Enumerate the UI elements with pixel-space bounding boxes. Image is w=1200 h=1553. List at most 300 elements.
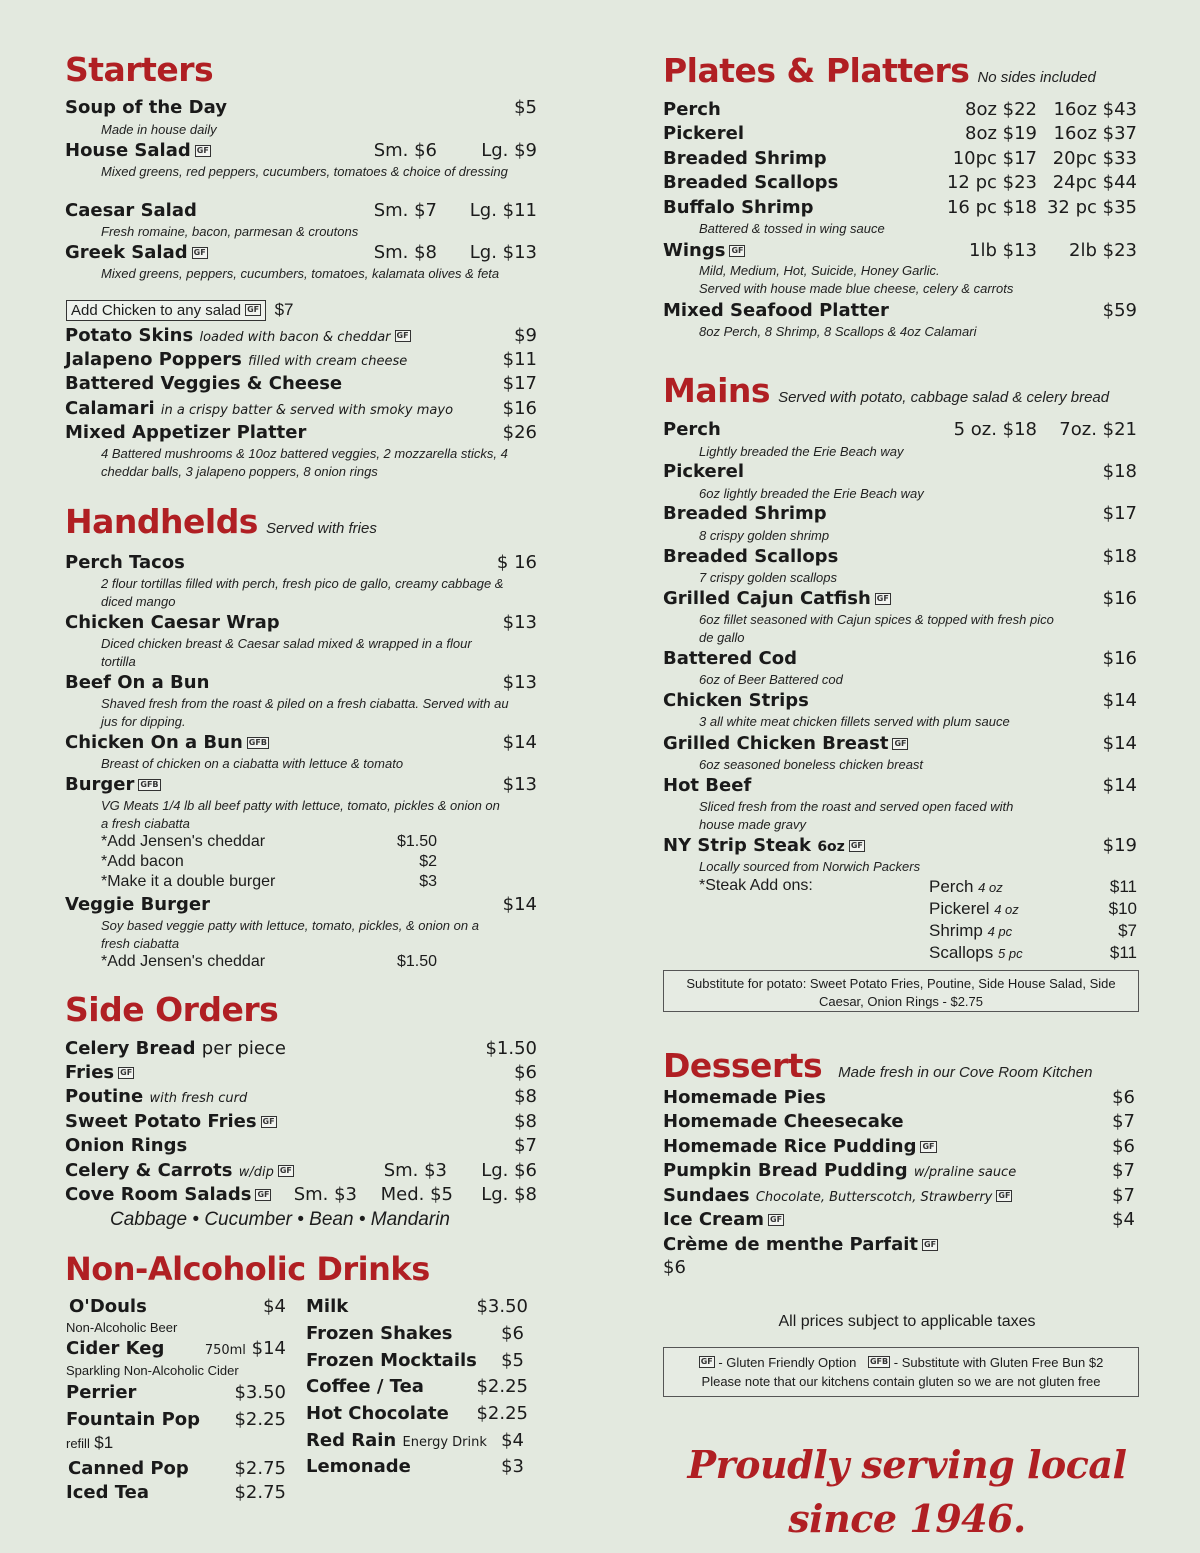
steak-addon-pickerel <box>929 899 1019 919</box>
gluten-friendly-badge: GF <box>894 739 907 748</box>
gluten-friendly-badge: GF <box>700 1357 713 1366</box>
item-price: $7 <box>1112 1111 1135 1132</box>
item-price: $6 <box>514 1062 537 1083</box>
item-price: $16 <box>1102 648 1137 669</box>
item-price: $4 <box>501 1430 524 1451</box>
item-name: Sundaes <box>663 1185 750 1206</box>
item-description: 6oz fillet seasoned with Cajun spices & topped with fresh pico de gallo <box>699 612 1054 645</box>
item-price: $14 <box>1102 733 1137 754</box>
item-name: Perch Tacos <box>65 552 185 573</box>
item-name: Fries <box>65 1062 115 1083</box>
item-name: House Salad <box>65 140 191 161</box>
add-chicken-box <box>66 300 266 321</box>
mains-subtitle: Served with potato, cabbage salad & celery bread <box>778 389 1110 406</box>
item-price-small: 12 pc $23 <box>946 172 1037 193</box>
item-name: Poutine <box>65 1086 144 1107</box>
item-price-large: 20pc $33 <box>1052 148 1137 169</box>
gluten-friendly-badge: GF <box>120 1068 133 1077</box>
gluten-legend-box <box>663 1347 1139 1397</box>
item-price: $4 <box>263 1296 286 1317</box>
item-price: $14 <box>502 732 537 753</box>
item-name: Lemonade <box>306 1456 411 1477</box>
item-price: $7 <box>514 1135 537 1156</box>
menu-item-veggie-burger <box>65 894 537 918</box>
addon-price: $2 <box>419 853 437 870</box>
item-name: Mixed Appetizer Platter <box>65 422 307 443</box>
item-price: $17 <box>502 373 537 394</box>
item-name: Fountain Pop <box>66 1409 201 1430</box>
item-description: Served with house made blue cheese, celery & carrots <box>699 281 1014 296</box>
item-name: Pickerel <box>663 123 744 144</box>
item-price: $6 <box>1112 1136 1135 1157</box>
item-name: Caesar Salad <box>65 200 197 221</box>
item-price: $26 <box>502 422 537 443</box>
refill-label: refill <box>66 1436 90 1451</box>
item-price: $13 <box>502 672 537 693</box>
item-name: Greek Salad <box>65 242 188 263</box>
item-description: Mild, Medium, Hot, Suicide, Honey Garlic. <box>699 263 940 278</box>
item-name: Battered Cod <box>663 648 797 669</box>
gluten-legend-line <box>664 1348 1138 1373</box>
menu-item-beef-on-a-bun <box>65 672 537 696</box>
item-name: Perch <box>663 419 721 440</box>
item-name: Breaded Scallops <box>663 546 839 567</box>
item-note: 6oz <box>817 839 845 855</box>
item-description: Locally sourced from Norwich Packers <box>699 859 921 874</box>
item-description: 8 crispy golden shrimp <box>699 528 830 543</box>
gluten-free-bun-badge: GFB <box>140 780 159 789</box>
item-name: Perch <box>663 99 721 120</box>
drink-item-hot-chocolate <box>306 1403 528 1427</box>
steak-addon-shrimp <box>929 921 1012 941</box>
starters-heading <box>65 50 213 89</box>
desserts-title: Desserts <box>663 1046 823 1085</box>
item-description: Mixed greens, red peppers, cucumbers, tomatoes & choice of dressing <box>101 164 508 179</box>
handhelds-subtitle: Served with fries <box>265 520 377 537</box>
plate-item-buffalo-shrimp <box>663 197 1141 221</box>
plates-heading <box>663 51 1096 90</box>
desserts-heading <box>663 1046 1092 1085</box>
item-description: Breast of chicken on a ciabatta with lettuce & tomato <box>101 756 404 771</box>
item-description: 6oz lightly breaded the Erie Beach way <box>699 486 924 501</box>
item-price: $19 <box>1102 835 1137 856</box>
drinks-title: Non-Alcoholic Drinks <box>65 1250 430 1288</box>
item-name: Milk <box>306 1296 349 1317</box>
item-description: 6oz of Beer Battered cod <box>699 672 843 687</box>
item-price: $3.50 <box>476 1296 528 1317</box>
item-name: Frozen Shakes <box>306 1323 453 1344</box>
item-name: Chicken Strips <box>663 690 809 711</box>
item-price: $5 <box>514 97 537 118</box>
addon-price: $10 <box>1108 899 1137 918</box>
slogan-line-2: since 1946. <box>788 1496 1026 1541</box>
item-price-small: 8oz $22 <box>965 99 1037 120</box>
drink-item-lemonade <box>306 1456 528 1480</box>
drink-item-canned-pop <box>65 1458 290 1482</box>
gluten-friendly-badge: GF <box>922 1142 935 1151</box>
steak-addons-label: *Steak Add ons: <box>699 877 813 894</box>
main-item-pickerel <box>663 461 1141 485</box>
item-price: $6 <box>501 1323 524 1344</box>
gluten-friendly-badge: GF <box>279 1166 292 1175</box>
gf-legend-text: - Gluten Friendly Option <box>718 1355 857 1370</box>
item-name: Mixed Seafood Platter <box>663 300 889 321</box>
item-name: Celery & Carrots <box>65 1160 233 1181</box>
item-name: Chicken Caesar Wrap <box>65 612 280 633</box>
addon-name: Perch <box>929 877 974 896</box>
item-price-small: 8oz $19 <box>965 123 1037 144</box>
menu-item-potato-skins <box>65 325 537 349</box>
gluten-note: Please note that our kitchens contain gluten so we are not gluten free <box>701 1374 1101 1389</box>
drink-item-cider-keg <box>65 1338 290 1362</box>
item-price: $18 <box>1102 546 1137 567</box>
item-name: Grilled Cajun Catfish <box>663 588 871 609</box>
salad-types: Cabbage • Cucumber • Bean • Mandarin <box>110 1209 450 1230</box>
item-description: Diced chicken breast & Caesar salad mixed & wrapped in a flour tortilla <box>101 636 472 669</box>
drink-item-iced-tea <box>65 1482 290 1506</box>
gfb-legend-text: - Substitute with Gluten Free Bun $2 <box>893 1355 1104 1370</box>
item-price-small: 5 oz. $18 <box>953 419 1037 440</box>
item-price-large: 32 pc $35 <box>1046 197 1137 218</box>
item-name: Pumpkin Bread Pudding <box>663 1160 908 1181</box>
item-name: Buffalo Shrimp <box>663 197 814 218</box>
item-price: $17 <box>1102 503 1137 524</box>
item-name: Canned Pop <box>68 1458 189 1479</box>
plates-subtitle: No sides included <box>977 69 1096 86</box>
item-name: Grilled Chicken Breast <box>663 733 889 754</box>
menu-item-mixed-appetizer <box>65 422 537 446</box>
item-price: $59 <box>1102 300 1137 321</box>
item-note: loaded with bacon & cheddar <box>199 330 391 345</box>
addon-price: $1.50 <box>396 833 437 850</box>
item-note: Sparkling Non-Alcoholic Cider <box>66 1363 239 1378</box>
item-price: $8 <box>514 1086 537 1107</box>
addon-price: $1.50 <box>396 953 437 970</box>
item-name: Perrier <box>66 1382 137 1403</box>
plates-title: Plates & Platters <box>663 51 970 90</box>
item-name: Pickerel <box>663 461 744 482</box>
plate-item-perch <box>663 99 1141 123</box>
item-price: $2.25 <box>476 1403 528 1424</box>
desserts-subtitle: Made fresh in our Cove Room Kitchen <box>838 1064 1093 1081</box>
plate-item-breaded-scallops <box>663 172 1141 196</box>
item-price-small: 10pc $17 <box>952 148 1037 169</box>
addon-name: Pickerel <box>929 899 990 918</box>
plate-item-mixed-seafood <box>663 300 1141 324</box>
addon-price: $7 <box>1118 921 1137 940</box>
item-name: Burger <box>65 774 135 795</box>
gluten-friendly-badge: GF <box>262 1117 275 1126</box>
item-name: Sweet Potato Fries <box>65 1111 257 1132</box>
main-item-chicken-strips <box>663 690 1141 714</box>
item-price: $7 <box>1112 1160 1135 1181</box>
slogan-line-1: Proudly serving local <box>687 1442 1127 1487</box>
item-name: Breaded Shrimp <box>663 503 827 524</box>
item-name: Hot Chocolate <box>306 1403 449 1424</box>
main-item-cajun-catfish <box>663 588 1141 612</box>
item-note: Chocolate, Butterscotch, Strawberry <box>755 1190 993 1205</box>
addon-qty: 4 oz <box>994 902 1019 917</box>
item-price-large: 7oz. $21 <box>1059 419 1137 440</box>
item-description: Fresh romaine, bacon, parmesan & croutons <box>101 224 359 239</box>
item-note: w/dip <box>238 1165 274 1180</box>
item-name: Homemade Pies <box>663 1087 826 1108</box>
gluten-friendly-badge: GF <box>196 146 209 155</box>
menu-item-caesar-salad <box>65 200 537 224</box>
side-orders-title: Side Orders <box>65 990 279 1029</box>
addon-qty: 4 oz <box>978 880 1003 895</box>
item-name: Iced Tea <box>66 1482 149 1503</box>
dessert-item-parfait <box>663 1234 1141 1258</box>
item-price: $16 <box>1102 588 1137 609</box>
item-price-large: Lg. $13 <box>469 242 537 263</box>
item-price: $14 <box>502 894 537 915</box>
gluten-free-bun-badge: GFB <box>869 1357 889 1366</box>
item-description: 3 all white meat chicken fillets served with plum sauce <box>699 714 1010 729</box>
menu-item-sweet-potato-fries <box>65 1111 537 1135</box>
steak-addon-perch <box>929 877 1003 897</box>
menu-item-calamari <box>65 398 537 422</box>
dessert-item-ice-cream <box>663 1209 1141 1233</box>
gluten-friendly-badge: GF <box>396 331 409 340</box>
menu-item-house-salad <box>65 140 537 164</box>
addon-qty: 4 pc <box>987 924 1013 939</box>
item-price: $14 <box>1102 690 1137 711</box>
handhelds-title: Handhelds <box>65 502 258 541</box>
handhelds-heading <box>65 502 377 541</box>
fountain-refill <box>66 1433 113 1453</box>
parfait-price: $6 <box>663 1257 686 1278</box>
item-price: $2.75 <box>234 1482 286 1503</box>
item-price: $8 <box>514 1111 537 1132</box>
item-description: Battered & tossed in wing sauce <box>699 221 885 236</box>
addon-name: *Add bacon <box>101 853 184 870</box>
menu-item-battered-veggies <box>65 373 537 397</box>
item-price-large: Lg. $11 <box>469 200 537 221</box>
item-price: $4 <box>1112 1209 1135 1230</box>
drink-item-perrier <box>65 1382 290 1406</box>
item-description: Shaved fresh from the roast & piled on a fresh ciabatta. Served with au jus for dipping. <box>101 696 509 729</box>
drink-item-odouls <box>65 1296 290 1320</box>
item-price: $14 <box>1102 775 1137 796</box>
item-price: $ 16 <box>496 552 537 573</box>
main-item-perch <box>663 419 1141 443</box>
refill-price: $1 <box>94 1433 114 1452</box>
item-name: Potato Skins <box>65 325 194 346</box>
addon-name: *Make it a double burger <box>101 873 276 890</box>
gluten-friendly-badge: GF <box>193 248 206 257</box>
item-note: in a crispy batter & served with smoky mayo <box>160 403 454 418</box>
item-price-large: 16oz $43 <box>1053 99 1137 120</box>
item-note: Energy Drink <box>402 1435 487 1450</box>
addon-name: *Add Jensen's cheddar <box>101 833 266 850</box>
item-price-small: 1lb $13 <box>969 240 1037 261</box>
item-price: $5 <box>501 1350 524 1371</box>
item-price: $16 <box>502 398 537 419</box>
gluten-friendly-badge: GF <box>257 1190 270 1199</box>
main-item-ny-strip-steak <box>663 835 1141 859</box>
item-name: Calamari <box>65 398 155 419</box>
item-price-small: 16 pc $18 <box>946 197 1037 218</box>
menu-item-burger <box>65 774 537 798</box>
item-price-large: 24pc $44 <box>1052 172 1137 193</box>
item-description: VG Meats 1/4 lb all beef patty with lettuce, tomato, pickles & onion on a fresh ciabatta <box>101 798 500 831</box>
side-orders-heading <box>65 990 278 1029</box>
addon-price: $3 <box>419 873 437 890</box>
menu-item-onion-rings <box>65 1135 537 1159</box>
item-name: Crème de menthe Parfait <box>663 1234 919 1255</box>
item-price: $13 <box>502 774 537 795</box>
drink-item-fountain-pop <box>65 1409 290 1433</box>
add-chicken-row <box>66 300 294 321</box>
addon-name: *Add Jensen's cheddar <box>101 953 266 970</box>
gluten-friendly-badge: GF <box>924 1240 937 1249</box>
item-name: Chicken On a Bun <box>65 732 243 753</box>
gluten-free-bun-badge: GFB <box>248 738 267 747</box>
item-name: Beef On a Bun <box>65 672 210 693</box>
item-price-large: Lg. $8 <box>481 1184 537 1205</box>
gluten-friendly-badge: GF <box>876 594 889 603</box>
add-chicken-price: $7 <box>274 300 294 319</box>
main-item-grilled-chicken-breast <box>663 733 1141 757</box>
item-name: Veggie Burger <box>65 894 210 915</box>
item-name: Celery Bread <box>65 1038 196 1059</box>
substitute-text: Substitute for potato: Sweet Potato Fries, Poutine, Side House Salad, Side Caesar, Onion Rings - $2.75 <box>686 976 1116 1009</box>
item-price: $6 <box>1112 1087 1135 1108</box>
item-name: Hot Beef <box>663 775 752 796</box>
item-name: Homemade Rice Pudding <box>663 1136 917 1157</box>
drink-item-frozen-mocktails <box>306 1350 528 1374</box>
menu-item-chicken-caesar-wrap <box>65 612 537 636</box>
item-name: Cider Keg <box>66 1338 165 1359</box>
item-description: Made in house daily <box>101 122 217 137</box>
plate-item-breaded-shrimp <box>663 148 1141 172</box>
item-note: filled with cream cheese <box>248 354 408 369</box>
item-price: $9 <box>514 325 537 346</box>
dessert-item-rice-pudding <box>663 1136 1141 1160</box>
item-description: Lightly breaded the Erie Beach way <box>699 444 904 459</box>
addon-name: Scallops <box>929 943 994 962</box>
dessert-item-pumpkin-pudding <box>663 1160 1141 1184</box>
menu-item-cove-room-salads <box>65 1184 537 1208</box>
item-price: $18 <box>1102 461 1137 482</box>
item-price-large: Lg. $6 <box>481 1160 537 1181</box>
menu-item-chicken-on-a-bun <box>65 732 537 756</box>
main-item-hot-beef <box>663 775 1141 799</box>
dessert-item-sundaes <box>663 1185 1141 1209</box>
menu-item-celery-carrots <box>65 1160 537 1184</box>
menu-item-perch-tacos <box>65 552 537 576</box>
item-description: 8oz Perch, 8 Shrimp, 8 Scallops & 4oz Calamari <box>699 324 977 339</box>
menu-item-greek-salad <box>65 242 537 266</box>
item-note: per piece <box>201 1038 286 1059</box>
drinks-heading <box>65 1250 430 1288</box>
gluten-friendly-badge: GF <box>770 1215 783 1224</box>
item-price: $13 <box>502 612 537 633</box>
item-name: Cove Room Salads <box>65 1184 252 1205</box>
main-item-battered-cod <box>663 648 1141 672</box>
addon-price: $11 <box>1109 943 1137 962</box>
item-name: Jalapeno Poppers <box>65 349 242 370</box>
item-size: 750ml <box>204 1343 246 1358</box>
menu-item-jalapeno-poppers <box>65 349 537 373</box>
item-name: Breaded Scallops <box>663 172 839 193</box>
item-price: $7 <box>1112 1185 1135 1206</box>
gluten-friendly-badge: GF <box>731 246 744 255</box>
taxes-note: All prices subject to applicable taxes <box>778 1313 1036 1330</box>
item-description: 7 crispy golden scallops <box>699 570 838 585</box>
item-name: NY Strip Steak <box>663 835 812 856</box>
item-description: 4 Battered mushrooms & 10oz battered veggies, 2 mozzarella sticks, 4 cheddar balls, 3 jalapeno poppers, 8 onion rings <box>101 446 508 479</box>
item-price-small: Sm. $7 <box>373 200 437 221</box>
item-name: Coffee / Tea <box>306 1376 424 1397</box>
item-name: O'Douls <box>69 1296 147 1317</box>
item-name: Battered Veggies & Cheese <box>65 373 343 394</box>
plate-item-wings <box>663 240 1141 264</box>
main-item-breaded-shrimp <box>663 503 1141 527</box>
starters-title: Starters <box>65 50 214 89</box>
gluten-friendly-badge: GF <box>850 841 863 850</box>
item-description: Mixed greens, peppers, cucumbers, tomatoes, kalamata olives & feta <box>101 266 500 281</box>
gluten-friendly-badge: GF <box>247 305 260 314</box>
item-price: $3 <box>501 1456 524 1477</box>
drink-item-frozen-shakes <box>306 1323 528 1347</box>
menu-item-soup <box>65 97 537 121</box>
item-price: $3.50 <box>234 1382 286 1403</box>
item-name: Frozen Mocktails <box>306 1350 477 1371</box>
mains-title: Mains <box>663 371 771 410</box>
item-name: Red Rain <box>306 1430 397 1451</box>
item-price-large: 16oz $37 <box>1053 123 1137 144</box>
item-price-small: Sm. $8 <box>373 242 437 263</box>
item-price-small: Sm. $3 <box>383 1160 447 1181</box>
addon-price: $11 <box>1109 877 1137 896</box>
item-description: 2 flour tortillas filled with perch, fresh pico de gallo, creamy cabbage & diced mango <box>101 576 504 609</box>
item-name: Ice Cream <box>663 1209 765 1230</box>
item-price: $2.75 <box>234 1458 286 1479</box>
item-price: $2.25 <box>476 1376 528 1397</box>
item-name: Homemade Cheesecake <box>663 1111 904 1132</box>
item-note: Non-Alcoholic Beer <box>66 1320 178 1335</box>
add-chicken-text: Add Chicken to any salad <box>71 302 242 319</box>
dessert-item-pies <box>663 1087 1141 1111</box>
item-price: $14 <box>251 1338 286 1359</box>
drink-item-red-rain <box>306 1430 528 1454</box>
plate-item-pickerel <box>663 123 1141 147</box>
item-description: Sliced fresh from the roast and served open faced with house made gravy <box>699 799 1014 832</box>
item-price-small: Sm. $3 <box>293 1184 357 1205</box>
main-item-breaded-scallops <box>663 546 1141 570</box>
drink-item-coffee-tea <box>306 1376 528 1400</box>
addon-name: Shrimp <box>929 921 983 940</box>
item-name: Wings <box>663 240 726 261</box>
item-name: Breaded Shrimp <box>663 148 827 169</box>
mains-heading <box>663 371 1109 410</box>
item-price: $1.50 <box>485 1038 537 1059</box>
addon-qty: 5 pc <box>998 946 1023 961</box>
item-price-large: Lg. $9 <box>481 140 537 161</box>
item-name: Onion Rings <box>65 1135 188 1156</box>
item-price-medium: Med. $5 <box>380 1184 453 1205</box>
gluten-friendly-badge: GF <box>998 1191 1011 1200</box>
menu-item-poutine <box>65 1086 537 1110</box>
steak-addon-scallops <box>929 943 1023 963</box>
menu-item-fries <box>65 1062 537 1086</box>
item-description: 6oz seasoned boneless chicken breast <box>699 757 924 772</box>
substitute-box <box>663 970 1139 1012</box>
item-note: with fresh curd <box>149 1091 248 1106</box>
item-description: Soy based veggie patty with lettuce, tomato, pickles, & onion on a fresh ciabatta <box>101 918 479 951</box>
